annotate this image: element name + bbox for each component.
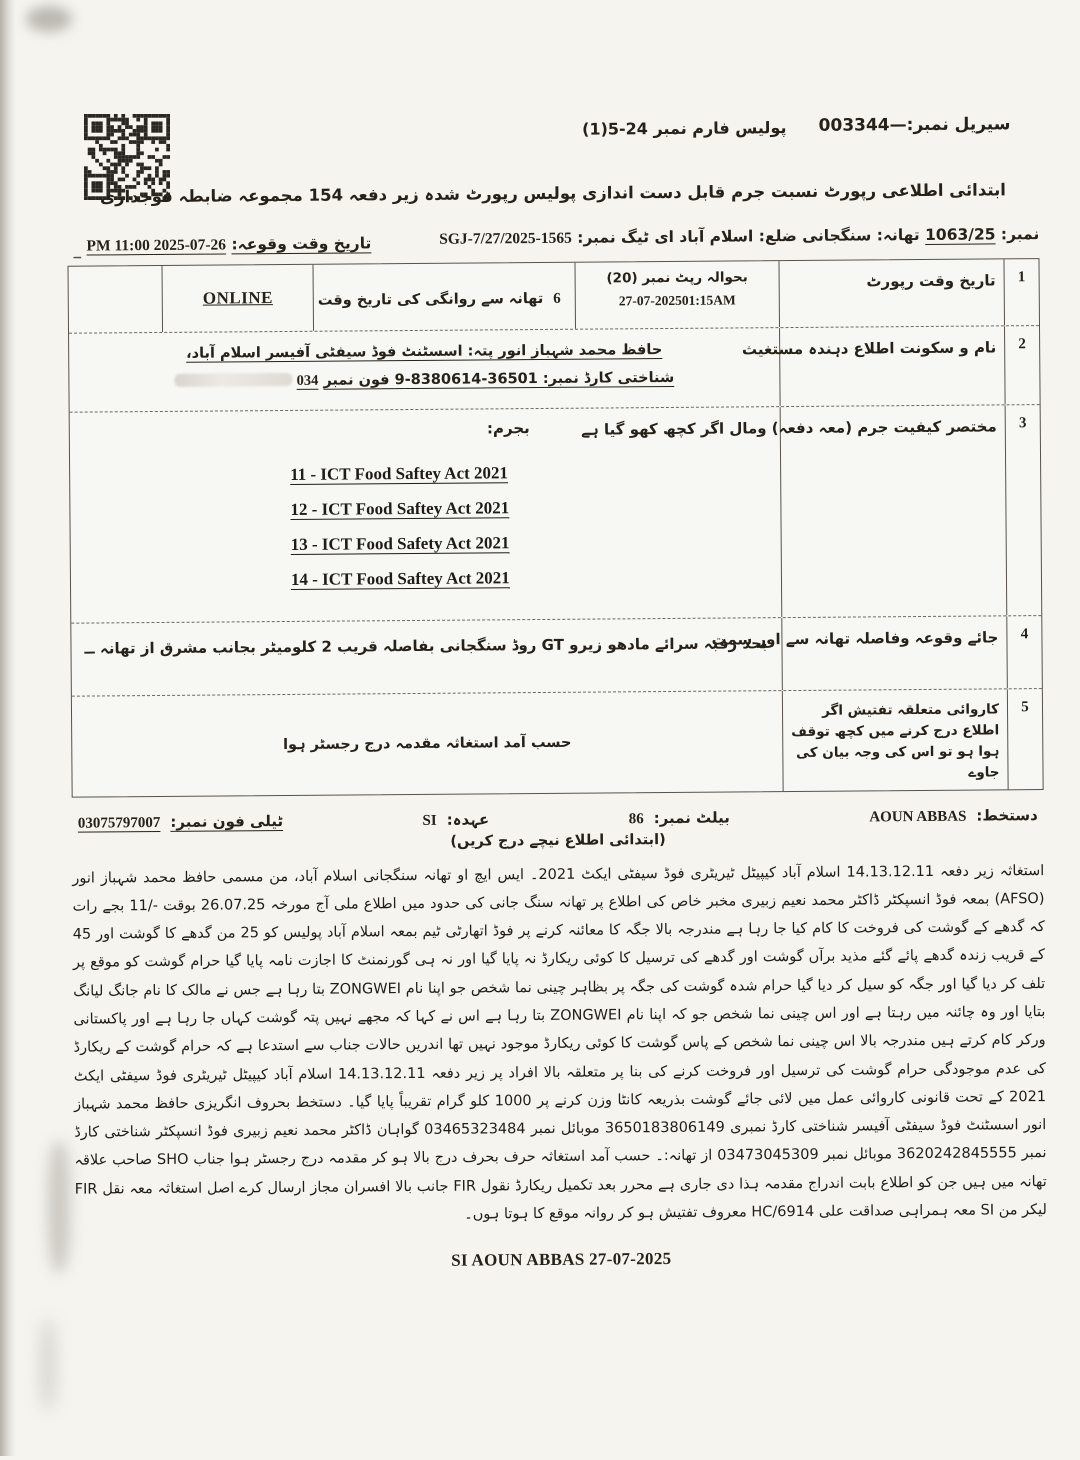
fir-number-value: 1063/25 — [925, 225, 996, 244]
table-row-1 — [69, 259, 1039, 333]
officer-name: AOUN ABBAS — [869, 808, 967, 826]
departure-field — [314, 263, 575, 331]
etag-value: SGJ-7/27/2025-1565 — [439, 229, 572, 248]
occurrence-label: تاریخ وقت وقوعہ: — [231, 234, 372, 254]
rank-label: عہدہ: — [446, 810, 490, 829]
table-row-2 — [69, 325, 1040, 412]
telephone-field — [78, 812, 283, 833]
departure-value-cell — [162, 265, 315, 332]
district-value: اسلام آباد — [679, 227, 754, 246]
telephone-value: 03075797007 — [77, 814, 161, 832]
report-ref-cell — [574, 261, 779, 329]
row-content — [69, 328, 780, 412]
rank-field — [422, 810, 489, 830]
row-number: 3 — [1005, 405, 1042, 615]
charge-item: 11 - ICT Food Saftey Act 2021 — [290, 463, 509, 484]
meta-right — [439, 225, 1039, 249]
charge-heading: بجرم: — [486, 419, 530, 438]
row-label-investigation-delay: کاروائی متعلقہ تفتیش اگر اطلاع درج کرنے میں کچھ توقف ہوا ہو تو اس کی وجہ بیان کی جاوے — [782, 689, 1008, 790]
serial-number — [819, 114, 1011, 136]
row-content — [22, 261, 779, 333]
table-row-5 — [72, 688, 1043, 796]
belt-number-value: 86 — [628, 810, 644, 827]
empty-cell — [22, 266, 163, 333]
row-label-place-of-occurrence: جائے وقوعہ وفاصلہ تھانہ سے اور سمت — [781, 616, 1007, 690]
departure-value: ONLINE — [202, 288, 274, 308]
serial-label: سیریل نمبر:— — [889, 114, 1011, 136]
station-value: سنگجانی — [802, 226, 872, 245]
signature-field — [869, 806, 1038, 826]
investigation-delay-value: حسب آمد استغاثہ مقدمہ درج رجسٹر ہوا — [282, 734, 572, 753]
stray-mark: _ — [73, 240, 82, 259]
row-number: 2 — [1004, 326, 1040, 404]
officer-signoff: SI AOUN ABBAS 27-07-2025 — [451, 1249, 672, 1270]
charge-item: 14 - ICT Food Saftey Act 2021 — [290, 568, 510, 589]
serial-value: 003344 — [818, 115, 890, 136]
row-content — [70, 407, 782, 623]
station-label: تھانہ: — [876, 226, 920, 245]
signature-row — [72, 806, 1044, 833]
rank-value: SI — [422, 812, 437, 829]
charge-item: 13 - ICT Food Safety Act 2021 — [290, 533, 510, 554]
occurrence-value: 26-07-2025 11:00 PM — [86, 236, 227, 255]
document-top-row — [66, 108, 1038, 162]
district-label: ضلع: — [758, 226, 797, 246]
fir-narrative: استغاثہ زیر دفعہ 14.13.12.11 اسلام آباد کیپیٹل ٹیریٹری فوڈ سیفٹی ایکٹ 2021۔ ایس ایچ او تھانہ سنگجانی اسلام آباد، من مسمی حافظ محمد شہباز انور (AFSO) بمعہ فوڈ انسپکٹر ڈاکٹر محمد نعیم زبیری مخبر خاص کی اطلاع پر تھانہ سنگ جانی کی حدود میں اطلاع ملی آج مورخہ 26.07.25 بوقت -/11 بجے رات کہ گدھے کے گوشت کی فروخت کا کام کیا جا رہا ہے مندرجہ بالا جگہ کا معائنہ کرنے پر فوڈ اتھارٹی ٹیم بمعہ اسلام آباد پولیس کو 25 من گدھے کا گوشت اور 45 کے قریب زندہ گدھے پائے گئے مذید برآں گوشت اور گدھے کی ترسیل کا کوئی ریکارڈ نہ پایا گیا اور نہ ہی گورنمنٹ کا اجازت نامہ پایا گیا حرام گوشت کو موقع پر تلف کر دیا گیا اور جگہ کو سیل کر دیا گیا حرام شدہ گوشت کی جگہ پر بظاہر چینی نما شخص جو اپنا نام ZONGWEI بتا رہا ہے جس نے مالک کا نام جانگ لیانگ بتایا اور وہ چائنہ میں رہتا ہے اور اس چینی نما شخص جو کہ اپنا نام ZONGWEI بتا رہا ہے اس نے کہا کہ مجھے نہیں پتہ گوشت کہاں جا رہا ہے اور پاکستانی ورکر کام کرتے ہیں مندرجہ بالا اس چینی نما شخص کے پاس گوشت کا کوئی ریکارڈ موجود نہیں تھا اندریں حالات جناب سے استدعا ہے کہ حرام گوشت کے ریکارڈ کی عدم موجودگی حرام گوشت کی ترسیل اور فروخت کرنے کی بنا پر متعلقہ بالا افراد پر زیر دفعہ 14.13.12.11 اسلام آباد کیپیٹل ٹیریٹری فوڈ سیفٹی ایکٹ 2021 کے تحت قانونی کاروائی عمل میں لائی جائے گوشت بذریعہ کانٹا وزن کرنے پر 1000 کلو گرام تقریباً پایا گیا۔ دستخط بحروف انگریزی حافظ محمد شہباز انور اسسٹنٹ فوڈ سیفٹی آفیسر شناختی کارڈ نمبری 3650183806149 موبائل نمبر 03465323484 گواہان ڈاکٹر محمد نعیم زبیری فوڈ انسپکٹر شناختی کارڈ نمبر 3620242845555 موبائل نمبر 03473045309 از تھانہ:۔ حسب آمد استغاثہ حرف بحرف درج بالا ہو کر مقدمہ درج رجسٹر ہوا جناب SHO صاحب علاقہ تھانہ میں ہیں جن کو اطلاع بابت اندراج مقدمہ ہذا دی جاری ہے محرر بعد تکمیل ریکارڈ نقول FIR جانب بالا افسران مجاز ارسال کرے اصل استغاثہ معہ نقل FIR لیکر من SI معہ ہمراہی صداقت علی HC/6914 معروف تفتیش ہو کر روانہ موقع کا ہوتا ہوں۔ — [72, 862, 1048, 1223]
row-label-report-datetime: تاریخ وقت رپورٹ — [778, 259, 1004, 327]
table-row-4 — [71, 615, 1042, 696]
row-number: 4 — [1006, 616, 1042, 688]
charge-item: 12 - ICT Food Saftey Act 2021 — [290, 498, 510, 519]
meta-row — [67, 225, 1040, 259]
belt-number-label: بیلٹ نمبر: — [653, 808, 730, 827]
signature-label: دستخط: — [976, 805, 1038, 825]
complainant-name-address: حافظ محمد شہباز انور پتہ: اسسٹنٹ فوڈ سیفٹی آفیسر اسلام آباد، — [186, 342, 663, 362]
place-of-occurrence-value: بحد رقبہ سرائے مادھو زیرو GT روڈ سنگجانی بفاصلہ قریب 2 کلومیٹر بجانب مشرق از تھانہ ــ — [84, 634, 768, 658]
fir-table — [67, 258, 1043, 797]
document-title: ابتدائی اطلاعی رپورٹ نسبت جرم قابل دست اندازی پولیس رپورٹ شدہ زیر دفعہ 154 مجموعہ ضابطہ فوجداری — [99, 180, 1006, 207]
initial-info-note: (ابتدائی اطلاع نیچے درج کریں) — [450, 831, 666, 850]
report-ref-datetime: 27-07-202501:15AM — [618, 292, 736, 308]
belt-number-field — [629, 808, 730, 828]
departure-label: تھانہ سے روانگی کی تاریخ وقت — [317, 290, 544, 309]
etag-label: ای ٹیگ نمبر: — [577, 227, 675, 247]
row-number: 1 — [1003, 259, 1039, 325]
complainant-cnic: شناختی کارڈ نمبر: 36501-8380614-9 فون نمبر — [323, 369, 675, 389]
row-label-offence-summary: مختصر کیفیت جرم (معہ دفعہ) ومال اگر کچھ کھو گیا ہے — [780, 405, 1007, 617]
report-ref-label: بحوالہ رپٹ نمبر (20) — [606, 269, 748, 287]
police-form-number: پولیس فارم نمبر 24-5(1) — [582, 118, 787, 139]
departure-field-number: 6 — [553, 290, 561, 307]
fir-number-label: نمبر: — [1000, 225, 1040, 244]
row-number: 5 — [1007, 689, 1043, 789]
redaction-smudge — [175, 372, 293, 386]
table-row-3 — [70, 404, 1042, 623]
row-label-complainant: نام و سکونت اطلاع دہندہ مستغیث — [779, 326, 1005, 406]
charge-list — [290, 461, 781, 590]
complainant-phone-partial: 034 — [296, 372, 319, 389]
meta-left — [73, 234, 372, 259]
telephone-label: ٹیلی فون نمبر: — [170, 811, 284, 831]
